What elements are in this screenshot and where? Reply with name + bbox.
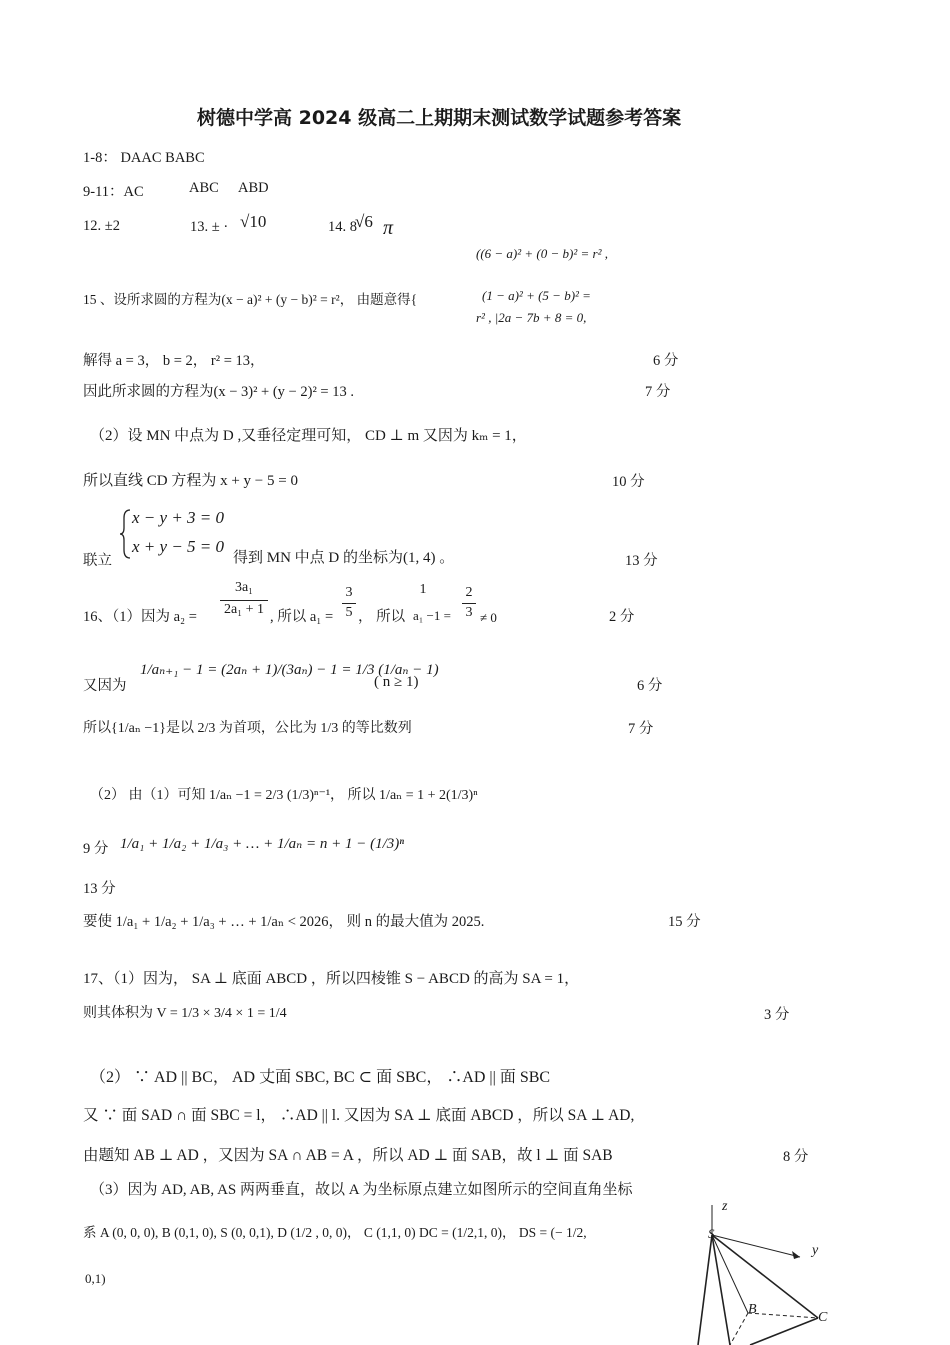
p16-a1-den: 5 [345, 605, 353, 620]
p16-geo: 所以{1/aₙ −1}是以 2/3 为首项，公比为 1/3 的等比数列 [83, 721, 412, 736]
p16-req: 要使 1/a₁ + 1/a₂ + 1/a₃ + … + 1/aₙ < 2026， 则 n 的最大值为 2025. [83, 914, 485, 930]
fig-label-z: z [722, 1199, 728, 1214]
p15-solve: 解得 a = 3， b = 2， r² = 13， [83, 353, 265, 369]
p16-so2: ， 所以 [358, 609, 406, 625]
p17-l6: （3）因为 AD, AB, AS 两两垂直，故以 A 为坐标原点建立如图所示的空间直角坐标 [90, 1182, 633, 1198]
p16-score-9: 9 分 [83, 841, 109, 857]
p17-l8: 0,1) [85, 1271, 106, 1286]
p16-v-bar [462, 603, 476, 604]
p16-part2: （2） 由（1）可知 1/aₙ −1 = 2/3 (1/3)ⁿ⁻¹， 所以 1/aₙ = 1 + 2(1/3)ⁿ [90, 788, 478, 803]
fig-label-s: S [708, 1226, 715, 1241]
p15-eq2: (1 − a)² + (5 − b)² = [482, 288, 591, 303]
answers-9-11: 9-11：AC [83, 184, 144, 200]
p15-score-7: 7 分 [645, 384, 671, 400]
p16-neq: ≠ 0 [480, 610, 497, 625]
p16-score-6: 6 分 [637, 678, 663, 694]
p15-score-10: 10 分 [612, 474, 645, 490]
p15-score-13: 13 分 [625, 553, 658, 569]
p15-eq1: ((6 − a)² + (0 − b)² = r² , [476, 246, 608, 261]
p15-circle: 因此所求圆的方程为(x − 3)² + (y − 2)² = 13 . [83, 384, 354, 400]
p16-v-den: 3 [465, 605, 473, 620]
p16-a1-num: 3 [345, 585, 353, 600]
fig-label-b: B [748, 1302, 757, 1317]
p16-so1: , 所以 a₁ = [270, 609, 334, 625]
p17-l7: 系 A (0, 0, 0), B (0,1, 0), S (0, 0,1), D (1/2 , 0, 0)， C (1,1, 0) DC = (1/2,1, 0)， DS = (− 1/2, [83, 1225, 587, 1240]
p16-v-num: 2 [465, 585, 473, 600]
answers-13-root: √10 [240, 212, 267, 231]
p15-sys-2: x + y − 5 = 0 [132, 537, 225, 556]
p16-frac-den: 2a₁ + 1 [224, 602, 264, 617]
p16-frac-num: 3a₁ [234, 580, 254, 595]
p15-result: 得到 MN 中点 D 的坐标为(1, 4) 。 [233, 550, 455, 566]
p16-score-13: 13 分 [83, 881, 116, 897]
p15-part2: （2）设 MN 中点为 D ,又垂径定理可知， CD ⊥ m 又因为 kₘ = 1， [90, 428, 527, 444]
p15-score-6: 6 分 [653, 353, 679, 369]
page-title: 树德中学高 2024 级高二上期期末测试数学试题参考答案 [197, 107, 682, 129]
answers-11: ABD [238, 180, 269, 196]
p17-score-8: 8 分 [783, 1149, 809, 1165]
p15-intro: 15 、设所求圆的方程为(x − a)² + (y − b)² = r²， 由题意得{ [83, 292, 418, 307]
p17-l4: 又 ∵ 面 SAD ∩ 面 SBC = l， ∴AD || l. 又因为 SA ⊥ 底面 ABCD ，所以 SA ⊥ AD, [83, 1107, 635, 1124]
answers-13: 13. ± · [190, 219, 229, 235]
p16-one: 1 [419, 582, 427, 597]
p15-line: 所以直线 CD 方程为 x + y − 5 = 0 [83, 473, 298, 489]
answers-1-8: 1-8： DAAC BABC [83, 150, 205, 166]
p16-frac-bar [220, 600, 268, 601]
p16-recurrence: 1/aₙ₊₁ − 1 = (2aₙ + 1)/(3aₙ) − 1 = 1/3 (1/aₙ − 1) [140, 662, 439, 678]
p16-score-15: 15 分 [668, 914, 701, 930]
p16-again: 又因为 [83, 678, 127, 694]
p16-a1-bar [342, 603, 356, 604]
p16-score-2: 2 分 [609, 609, 635, 625]
p17-l5: 由题知 AB ⊥ AD ，又因为 SA ∩ AB = A ，所以 AD ⊥ 面 SAB，故 l ⊥ 面 SAB [83, 1147, 613, 1164]
answers-14: 14. 8 [328, 219, 357, 235]
p17-score-3: 3 分 [764, 1007, 790, 1023]
p15-union: 联立 [83, 553, 112, 569]
answers-14-pi: π [383, 217, 394, 239]
p17-l2: 则其体积为 V = 1/3 × 3/4 × 1 = 1/4 [83, 1006, 287, 1021]
p16-cond: ( n ≥ 1) [374, 674, 419, 690]
p17-l1: 17、（1）因为， SA ⊥ 底面 ABCD ，所以四棱锥 S − ABCD 的高为 SA = 1， [83, 971, 580, 987]
p15-sys-1: x − y + 3 = 0 [132, 508, 225, 527]
answers-10: ABC [189, 180, 219, 196]
p16-score-7: 7 分 [628, 721, 654, 737]
brace-icon [120, 508, 132, 560]
p15-eq3: r² , |2a − 7b + 8 = 0, [476, 310, 587, 325]
fig-label-c: C [818, 1310, 828, 1325]
answers-12: 12. ±2 [83, 218, 120, 234]
p16-a1m1: a₁ −1 = [413, 608, 451, 623]
fig-label-y: y [812, 1243, 819, 1258]
p16-sum: 1/a₁ + 1/a₂ + 1/a₃ + … + 1/aₙ = n + 1 − (1/3)ⁿ [120, 836, 404, 852]
answers-14-root: √6 [355, 212, 373, 231]
p17-l3: （2） ∵ AD || BC， AD 丈面 SBC, BC ⊂ 面 SBC， ∴AD || 面 SBC [90, 1069, 551, 1086]
p16-intro: 16、（1）因为 a₂ = [83, 609, 197, 625]
